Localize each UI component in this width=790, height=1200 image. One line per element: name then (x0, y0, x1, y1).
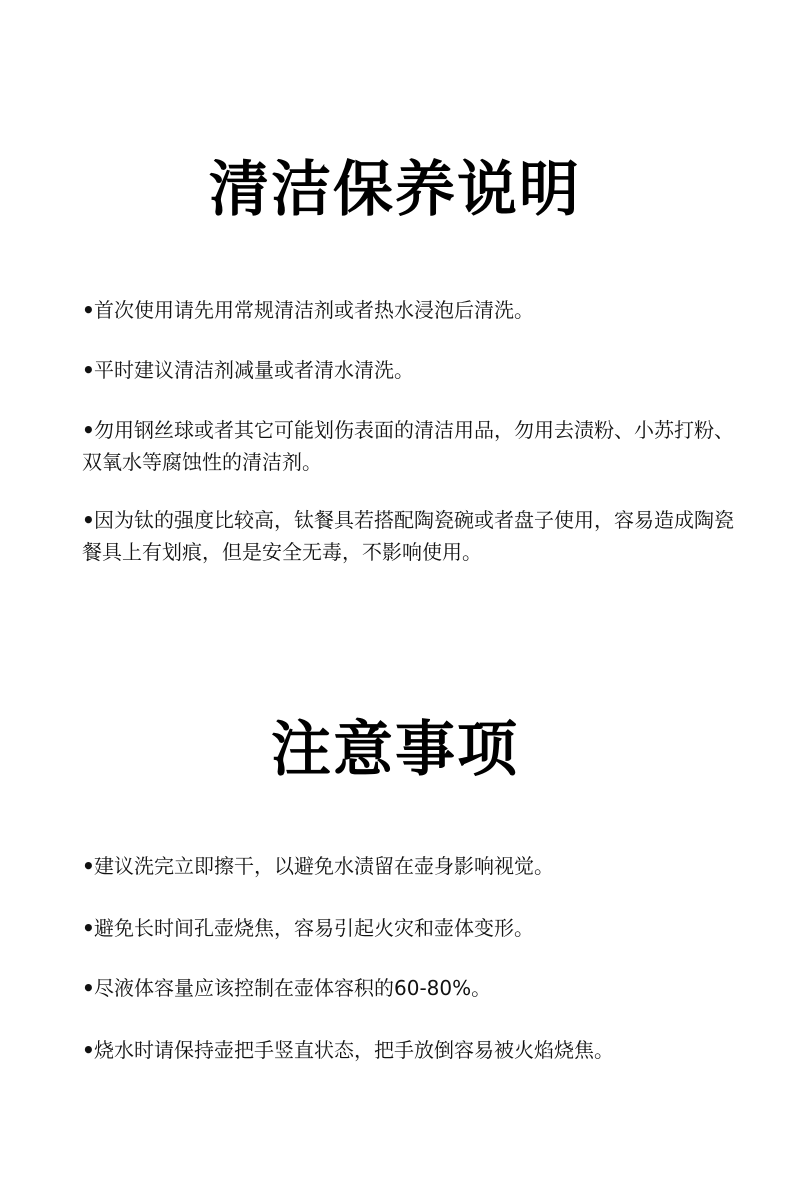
cleaning-item-3 (82, 414, 742, 478)
bullet-icon: • (82, 508, 95, 532)
cleaning-item-4 (82, 504, 742, 568)
item-text: 避免长时间孔壶烧焦，容易引起火灾和壶体变形。 (94, 916, 534, 940)
bullet-icon: • (82, 854, 95, 878)
bullet-icon: • (82, 1038, 95, 1062)
bullet-icon: • (82, 298, 95, 322)
item-text: 烧水时请保持壶把手竖直状态，把手放倒容易被火焰烧焦。 (94, 1038, 614, 1062)
cleaning-item-2 (82, 354, 742, 386)
cleaning-item-1 (82, 294, 742, 326)
precaution-item-1 (82, 850, 742, 882)
item-text: 尽液体容量应该控制在壶体容积的60-80%。 (94, 976, 492, 1000)
bullet-icon: • (82, 916, 95, 940)
precaution-item-4 (82, 1034, 742, 1066)
bullet-icon: • (82, 418, 95, 442)
precaution-item-2 (82, 912, 742, 944)
section-title-precautions: 注意事项 (271, 715, 519, 785)
item-text: 首次使用请先用常规清洁剂或者热水浸泡后清洗。 (94, 298, 534, 322)
item-text: 勿用钢丝球或者其它可能划伤表面的清洁用品，勿用去渍粉、小苏打粉、双氧水等腐蚀性的清洁剂。 (82, 418, 734, 474)
item-text: 平时建议清洁剂减量或者清水清洗。 (94, 358, 414, 382)
precaution-item-3 (82, 972, 742, 1004)
bullet-icon: • (82, 976, 95, 1000)
bullet-icon: • (82, 358, 95, 382)
item-text: 因为钛的强度比较高，钛餐具若搭配陶瓷碗或者盘子使用，容易造成陶瓷餐具上有划痕，但是安全无毒，不影响使用。 (82, 508, 734, 564)
section-title-cleaning-care: 清洁保养说明 (209, 155, 581, 225)
item-text: 建议洗完立即擦干，以避免水渍留在壶身影响视觉。 (94, 854, 554, 878)
